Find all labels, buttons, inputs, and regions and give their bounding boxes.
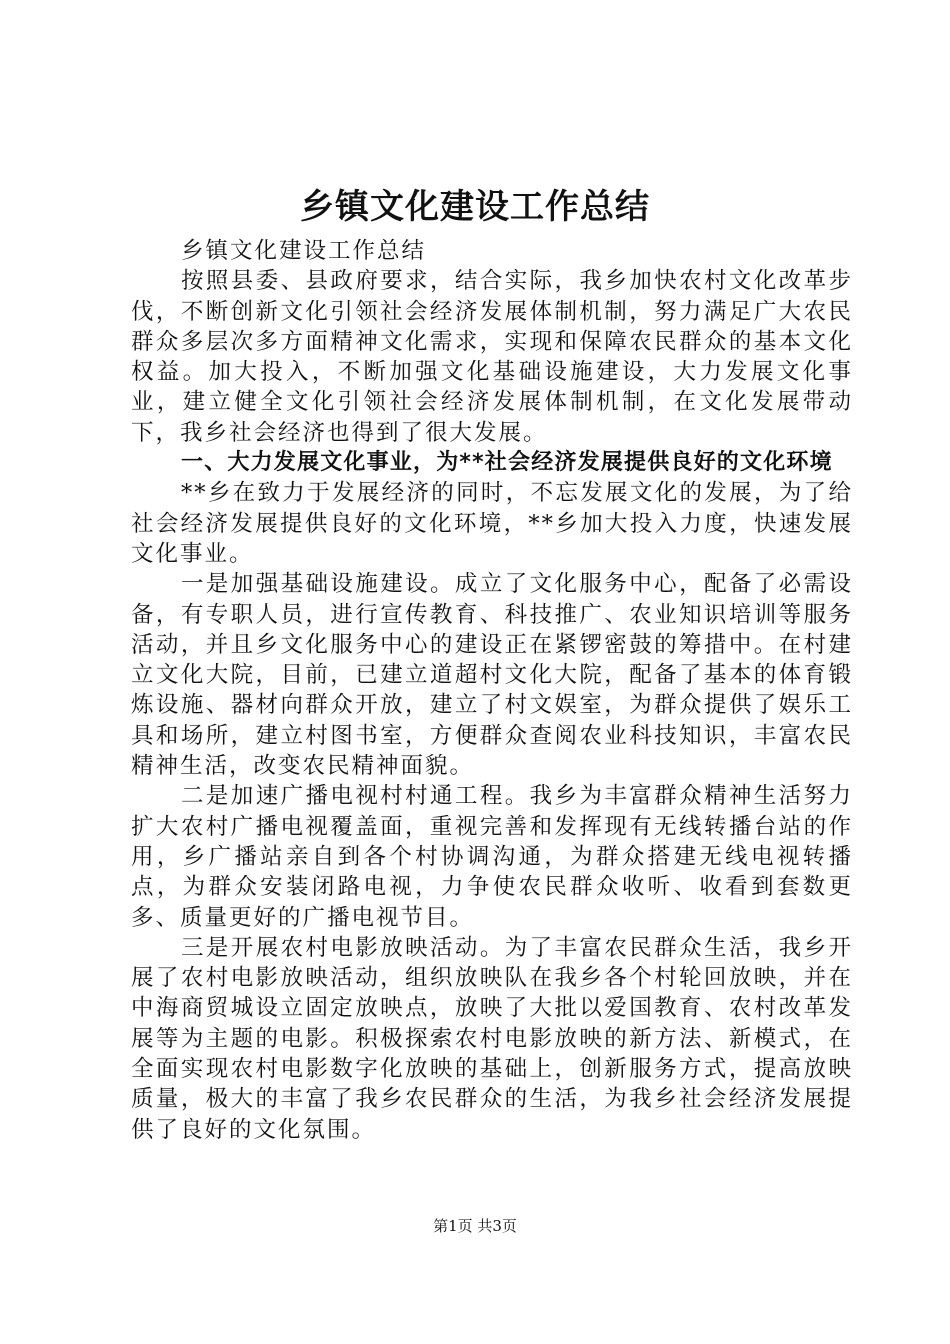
document-body (131, 236, 853, 1145)
paragraph-intro: 按照县委、县政府要求，结合实际，我乡加快农村文化改革步伐，不断创新文化引领社会经济发展体制机制，努力满足广大农民群众多层次多方面精神文化需求，实现和保障农民群众的基本文化权益。加大投入，不断加强文化基础设施建设，大力发展文化事业，建立健全文化引领社会经济发展体制机制，在文化发展带动下，我乡社会经济也得到了很大发展。 (131, 268, 853, 446)
paragraph-section-intro: **乡在致力于发展经济的同时，不忘发展文化的发展，为了给社会经济发展提供良好的文化环境，**乡加大投入力度，快速发展文化事业。 (131, 480, 853, 567)
page-footer: 第1页 共3页 (433, 1217, 517, 1235)
paragraph-film-screening: 三是开展农村电影放映活动。为了丰富农民群众生活，我乡开展了农村电影放映活动，组织放映队在我乡各个村轮回放映，并在中海商贸城设立固定放映点，放映了大批以爱国教育、农村改革发展等为主题的电影。积极探索农村电影放映的新方法、新模式，在全面实现农村电影数字化放映的基础上，创新服务方式，提高放映质量，极大的丰富了我乡农民群众的生活，为我乡社会经济发展提供了良好的文化氛围。 (131, 934, 853, 1143)
paragraph-infrastructure: 一是加强基础设施建设。成立了文化服务中心，配备了必需设备，有专职人员，进行宣传教育、科技推广、农业知识培训等服务活动，并且乡文化服务中心的建设正在紧锣密鼓的筹措中。在村建立文化大院，目前，已建立道超村文化大院，配备了基本的体育锻炼设施、器材向群众开放，建立了村文娱室，为群众提供了娱乐工具和场所，建立村图书室，方便群众查阅农业科技知识，丰富农民精神生活，改变农民精神面貌。 (131, 571, 853, 780)
document-title: 乡镇文化建设工作总结 (300, 187, 650, 227)
paragraph-subtitle: 乡镇文化建设工作总结 (181, 238, 427, 264)
section-heading: 一、大力发展文化事业，为**社会经济发展提供良好的文化环境 (181, 450, 833, 476)
paragraph-broadcasting: 二是加速广播电视村村通工程。我乡为丰富群众精神生活努力扩大农村广播电视覆盖面，重视完善和发挥现有无线转播台站的作用，乡广播站亲自到各个村协调沟通，为群众搭建无线电视转播点，为群众安装闭路电视，力争使农民群众收听、收看到套数更多、质量更好的广播电视节目。 (131, 783, 853, 931)
